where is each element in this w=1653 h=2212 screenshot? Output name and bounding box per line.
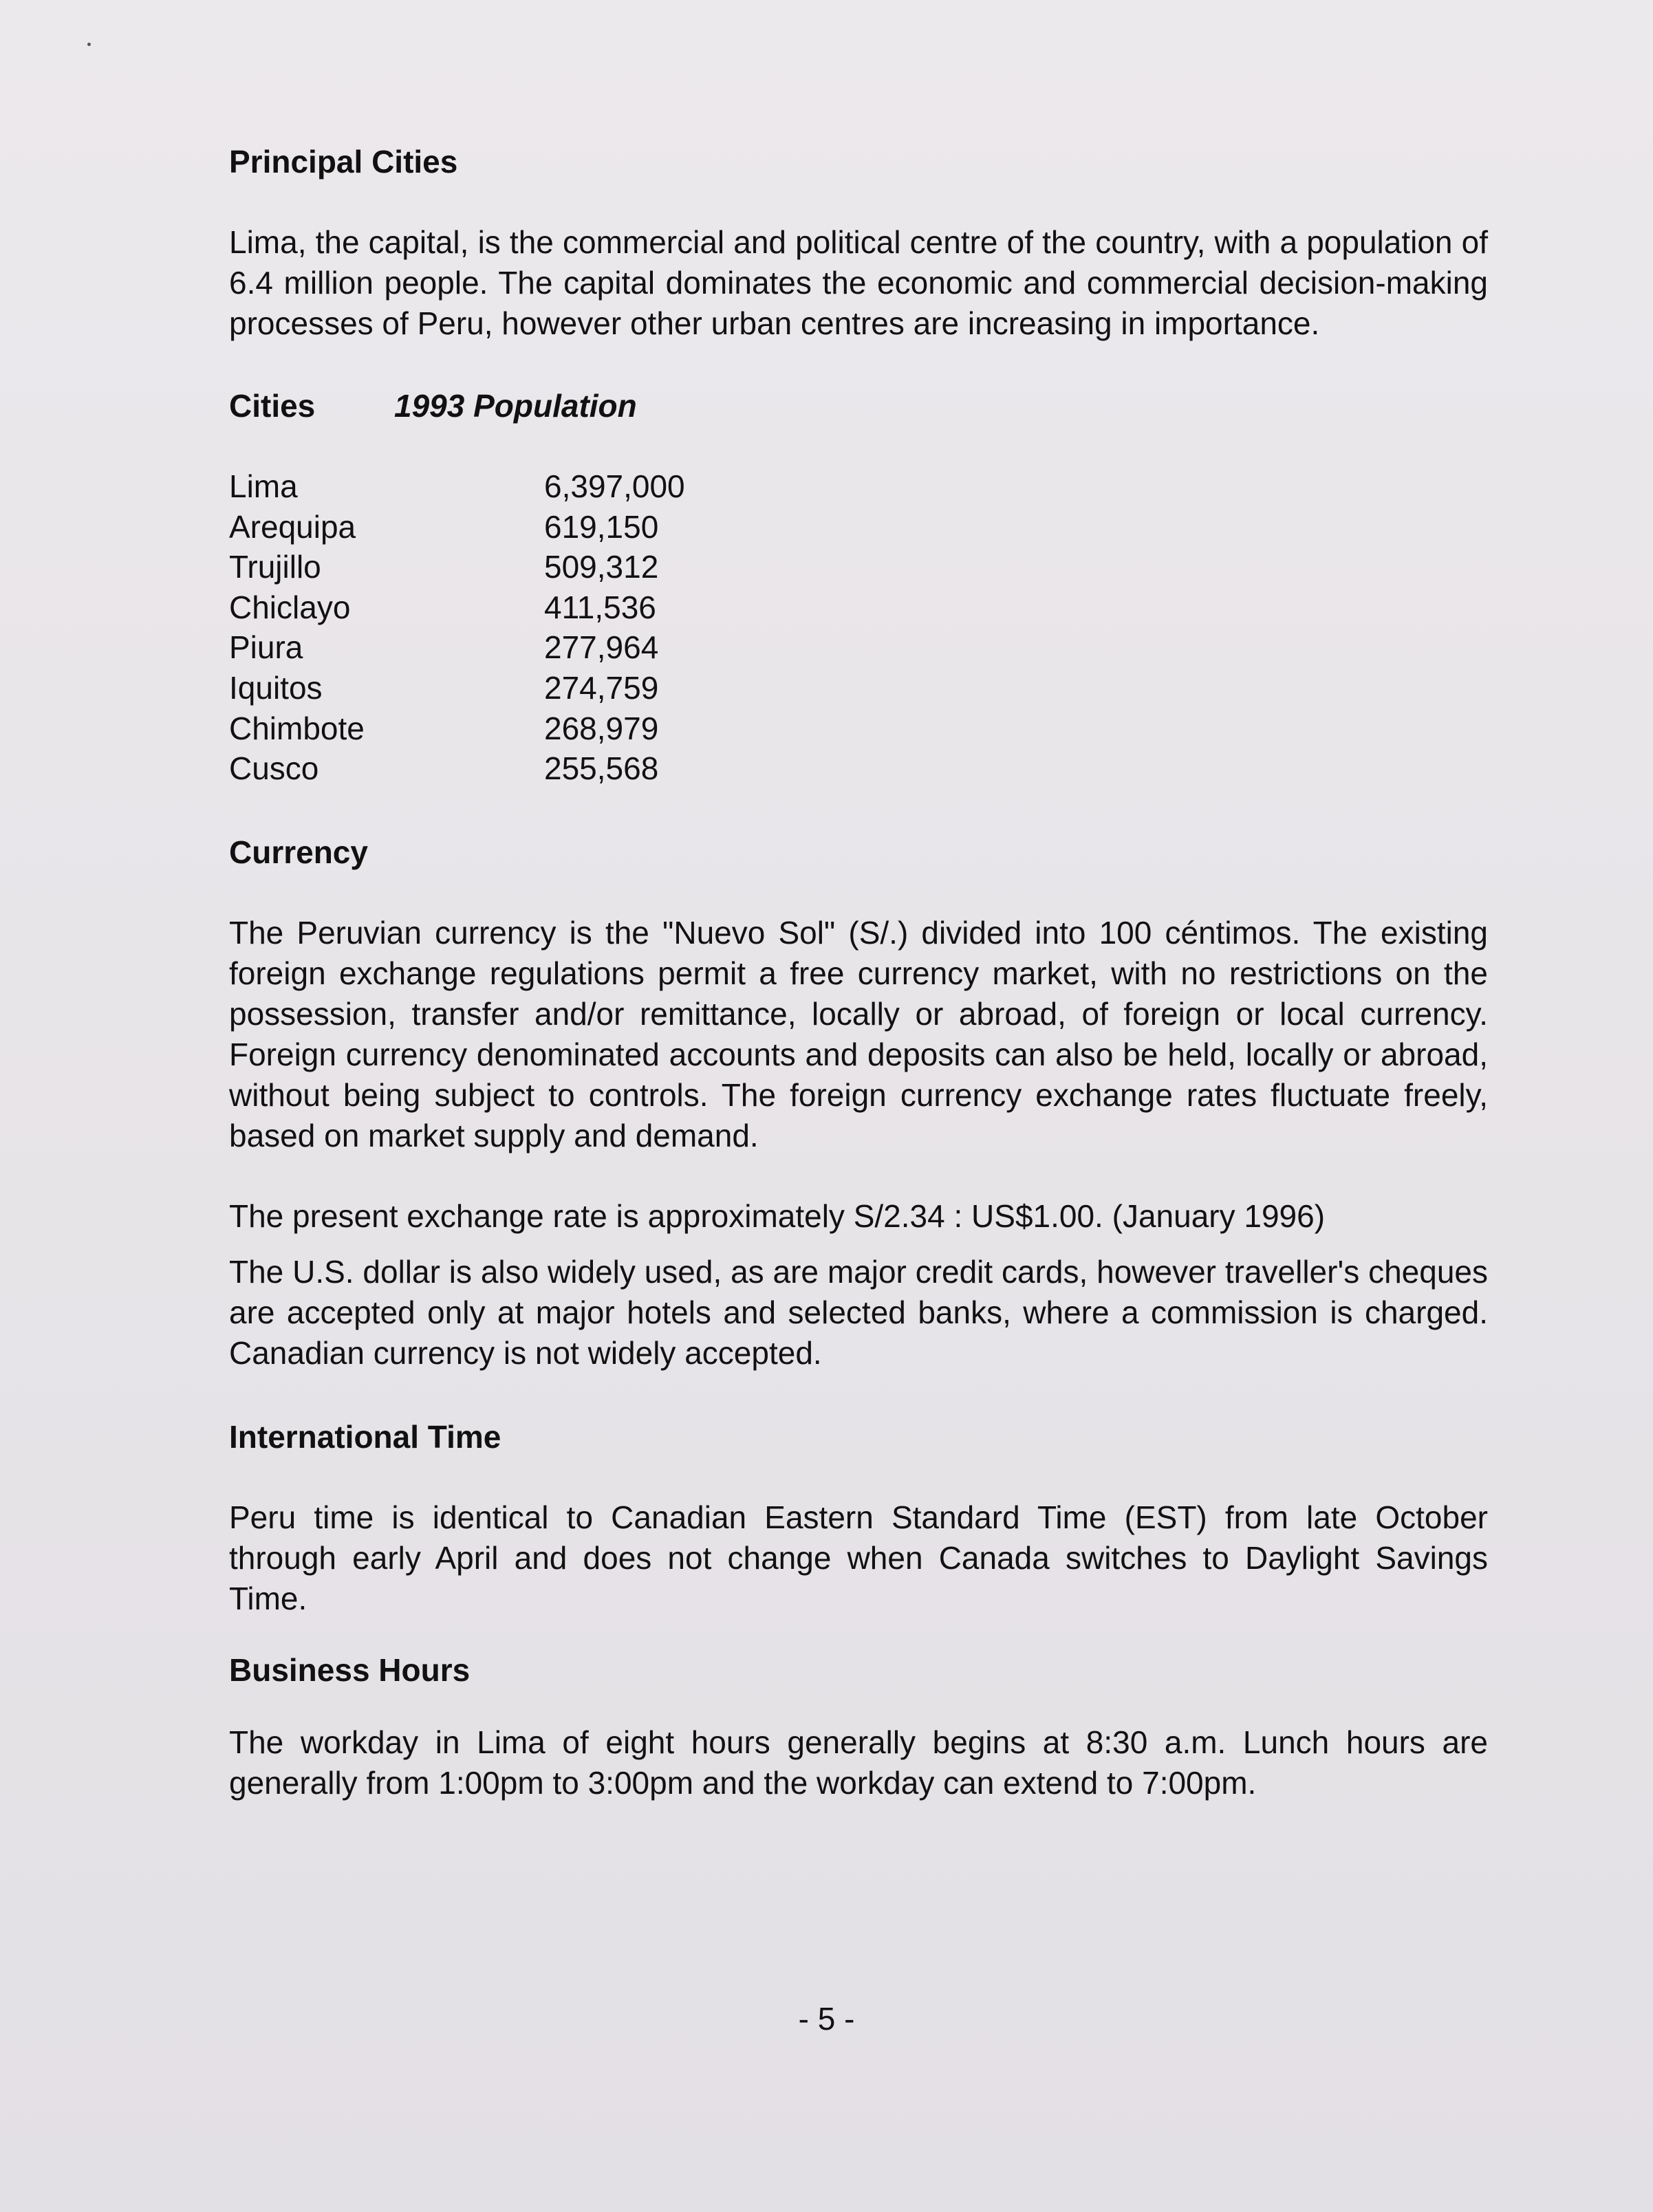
business-hours-heading: Business Hours: [229, 1651, 471, 1688]
population-column-header: 1993 Population: [394, 388, 637, 424]
city-name: Cusco: [229, 750, 319, 787]
cities-column-header: Cities: [229, 388, 316, 424]
city-population: 509,312: [544, 549, 659, 585]
table-row: [229, 587, 1488, 628]
city-name: Arequipa: [229, 508, 356, 545]
table-row: [229, 547, 1488, 587]
us-dollar-paragraph: The U.S. dollar is also widely used, as are major credit cards, however traveller's cheques are accepted only at major hotels and selected banks, where a commission is charged. Canadian currency is not widely accepted.: [229, 1253, 1488, 1371]
page-number: - 5 -: [798, 2001, 855, 2037]
page-content: [229, 141, 1488, 1803]
international-time-heading: International Time: [229, 1418, 501, 1455]
cities-table: [229, 466, 1488, 789]
principal-cities-intro: Lima, the capital, is the commercial and political centre of the country, with a population of 6.4 million people. The capital dominates the economic and commercial decision-making processes of Peru, however other urban centres are increasing in importance.: [229, 224, 1488, 341]
table-row: [229, 507, 1488, 547]
table-row: [229, 627, 1488, 668]
exchange-rate-paragraph: The present exchange rate is approximately S/2.34 : US$1.00. (January 1996): [229, 1197, 1326, 1234]
currency-heading: Currency: [229, 834, 368, 870]
international-time-paragraph: Peru time is identical to Canadian Eastern Standard Time (EST) from late October through early April and does not change when Canada switches to Daylight Savings Time.: [229, 1499, 1488, 1616]
city-name: Piura: [229, 629, 303, 666]
city-population: 268,979: [544, 710, 659, 746]
city-population: 274,759: [544, 669, 659, 706]
city-population: 255,568: [544, 750, 659, 787]
city-population: 277,964: [544, 629, 659, 666]
table-row: [229, 668, 1488, 708]
city-population: 619,150: [544, 508, 659, 545]
principal-cities-heading: Principal Cities: [229, 144, 458, 180]
table-row: [229, 708, 1488, 749]
currency-paragraph: The Peruvian currency is the "Nuevo Sol" (S/.) divided into 100 céntimos. The existing foreign exchange regulations permit a free currency market, with no restrictions on the possession, transfer and/or remittance, locally or abroad, of foreign or local currency. Foreign currency denominated accounts and deposits can also be held, locally or abroad, without being subject to controls. The foreign currency exchange rates fluctuate freely, based on market supply and demand.: [229, 914, 1488, 1153]
city-population: 6,397,000: [544, 468, 685, 504]
city-name: Chimbote: [229, 710, 365, 746]
cities-table-header: [229, 385, 1488, 426]
city-name: Trujillo: [229, 549, 321, 585]
stray-mark: [87, 43, 91, 46]
table-row: [229, 748, 1488, 789]
table-row: [229, 466, 1488, 507]
city-name: Iquitos: [229, 669, 323, 706]
city-population: 411,536: [544, 589, 656, 625]
city-name: Lima: [229, 468, 298, 504]
business-hours-paragraph: The workday in Lima of eight hours generally begins at 8:30 a.m. Lunch hours are generally from 1:00pm to 3:00pm and the workday can extend to 7:00pm.: [229, 1724, 1488, 1801]
city-name: Chiclayo: [229, 589, 351, 625]
